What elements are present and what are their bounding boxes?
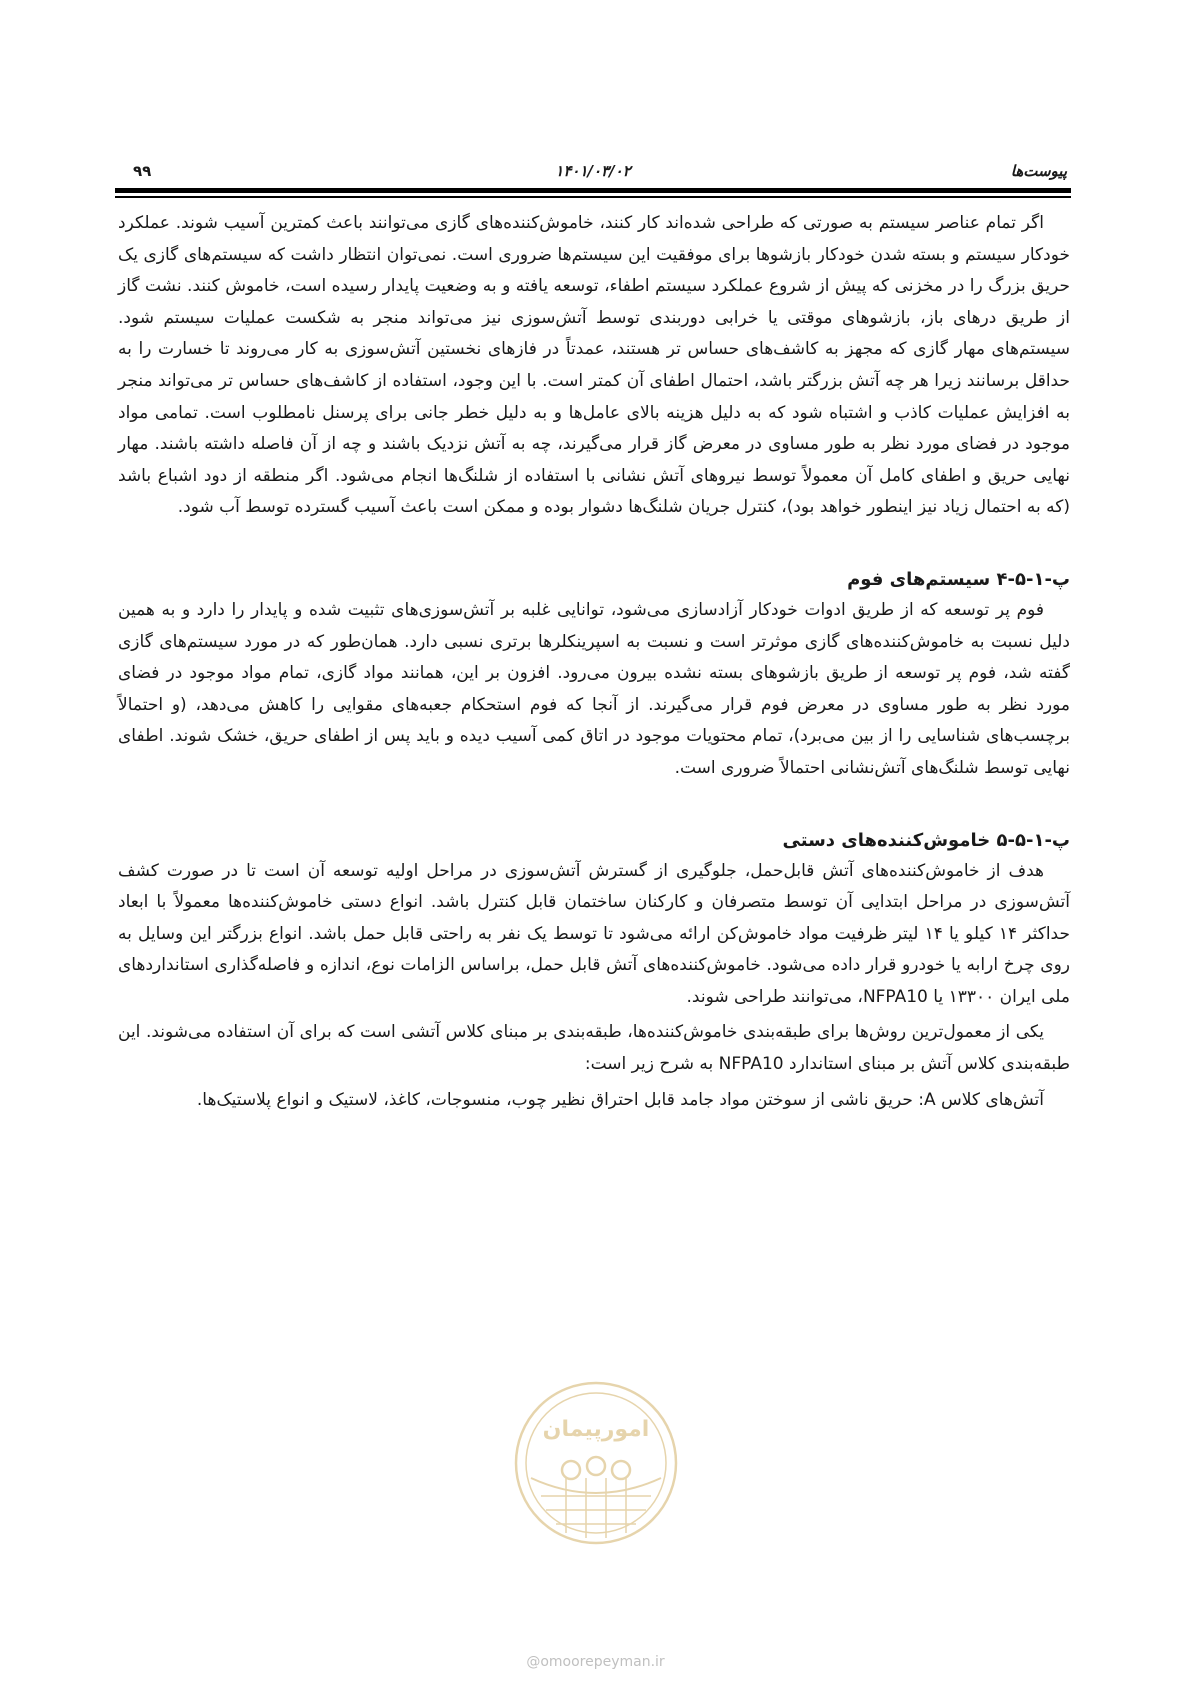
watermark-logo (511, 1378, 681, 1548)
running-header (119, 160, 1067, 184)
extinguishers-paragraph-2: یکی از معمول‌ترین روش‌ها برای طبقه‌بندی خاموش‌کننده‌ها، طبقه‌بندی بر مبنای کلاس آتشی است که برای آن استفاده می‌شوند. این طبقه‌بندی کلاس آتش بر مبنای استاندارد NFPA10 به شرح زیر است: (118, 1022, 1070, 1075)
body-text (118, 208, 1070, 1116)
page-number: ۹۹ (133, 162, 152, 180)
header-date: ۱۴۰۱/۰۳/۰۲ (555, 162, 631, 180)
header-rule-thin (115, 196, 1071, 198)
section-heading-extinguishers: پ-۱-۵-۵ خاموش‌کننده‌های دستی (782, 829, 1070, 851)
section-heading-foam: پ-۱-۵-۴ سیستم‌های فوم (847, 568, 1070, 590)
intro-paragraph: اگر تمام عناصر سیستم به صورتی که طراحی شده‌اند کار کنند، خاموش‌کننده‌های گازی می‌توانند باعث کمترین آسیب شوند. عملکرد خودکار سیستم و بسته شدن خودکار بازشوها برای موفقیت این سیستم‌ها ضروری است. نمی‌توان انتظار داشت که سیستم‌های گازی یک حریق بزرگ را در مخزنی که پیش از شروع عملکرد سیستم اطفاء، توسعه یافته و به وضعیت پایدار رسیده است، خاموش کنند. نشت گاز از طریق درهای باز، بازشوهای موقتی یا خرابی دوربندی توسط آتش‌سوزی نیز می‌تواند منجر به شکست عملیات سیستم شود. سیستم‌های مهار گازی که مجهز به کاشف‌های حساس تر هستند، عمدتاً در فازهای نخستین آتش‌سوزی به کار می‌روند تا خسارت را به حداقل برسانند زیرا هر چه آتش بزرگتر باشد، احتمال اطفای آن کمتر است. با این وجود، استفاده از کاشف‌های حساس تر می‌تواند منجر به افزایش عملیات کاذب و اشتباه شود که به دلیل هزینه بالای عامل‌ها و به دلیل خطر جانی برای پرسنل نامطلوب است. تمامی مواد موجود در فضای مورد نظر به طور مساوی در معرض گاز قرار می‌گیرند، چه به آتش نزدیک باشند و چه از آن فاصله داشته باشند. مهار نهایی حریق و اطفای کامل آن معمولاً توسط نیروهای آتش نشانی با استفاده از شلنگ‌ها انجام می‌شود. اگر منطقه از دود اشباع باشد (که به احتمال زیاد نیز اینطور خواهد بود)، کنترل جریان شلنگ‌ها دشوار بوده و ممکن است باعث آسیب گسترده توسط آب شود. (118, 213, 1070, 518)
header-rule-thick (115, 188, 1071, 193)
extinguishers-paragraph-1: هدف از خاموش‌کننده‌های آتش قابل‌حمل، جلوگیری از گسترش آتش‌سوزی در مراحل اولیه توسعه آن است تا در صورت کشف آتش‌سوزی در مراحل ابتدایی آن توسط متصرفان و کارکنان ساختمان قابل کنترل باشد. انواع دستی خاموش‌کننده‌ها معمولاً با ابعاد حداکثر ۱۴ کیلو یا ۱۴ لیتر ظرفیت مواد خاموش‌کن ارائه می‌شود تا توسط یک نفر به راحتی قابل حمل باشد. انواع بزرگتر این وسایل به روی چرخ ارابه یا خودرو قرار داده می‌شود. خاموش‌کننده‌های آتش قابل حمل، براساس الزامات نوع، اندازه و فاصله‌گذاری استانداردهای ملی ایران ۱۳۳۰۰ یا NFPA10، می‌توانند طراحی شوند. (118, 860, 1070, 1007)
watermark-logo-text: امورپیمان (542, 1417, 650, 1442)
watermark-url: @omoorepeyman.ir (526, 1654, 665, 1670)
foam-paragraph: فوم پر توسعه که از طریق ادوات خودکار آزادسازی می‌شود، توانایی غلبه بر آتش‌سوزی‌های تثبیت شده و پایدار را دارد و به همین دلیل نسبت به خاموش‌کننده‌های گازی موثرتر است و نسبت به اسپرینکلرها برتری نسبی دارد. همان‌طور که در مورد سیستم‌های گازی گفته شد، فوم پر توسعه از طریق بازشوهای بسته نشده بیرون می‌رود. افزون بر این، همانند مواد گازی، تمام مواد موجود در فضای مورد نظر به طور مساوی در معرض فوم قرار می‌گیرند. از آنجا که فوم استحکام جعبه‌های مقوایی را کاهش می‌دهد، (و احتمالاً برچسب‌های شناسایی را از بین می‌برد)، تمام محتویات موجود در اتاق کمی آسیب دیده و باید پس از اطفای حریق، خشک شوند. اطفای نهایی توسط شلنگ‌های آتش‌نشانی احتمالاً ضروری است. (118, 599, 1070, 778)
extinguishers-paragraph-3: آتش‌های کلاس A: حریق ناشی از سوختن مواد جامد قابل احتراق نظیر چوب، منسوجات، کاغذ، لاستیک و انواع پلاستیک‌ها. (196, 1089, 1044, 1110)
header-section-title: پیوست‌ها (1010, 162, 1067, 180)
